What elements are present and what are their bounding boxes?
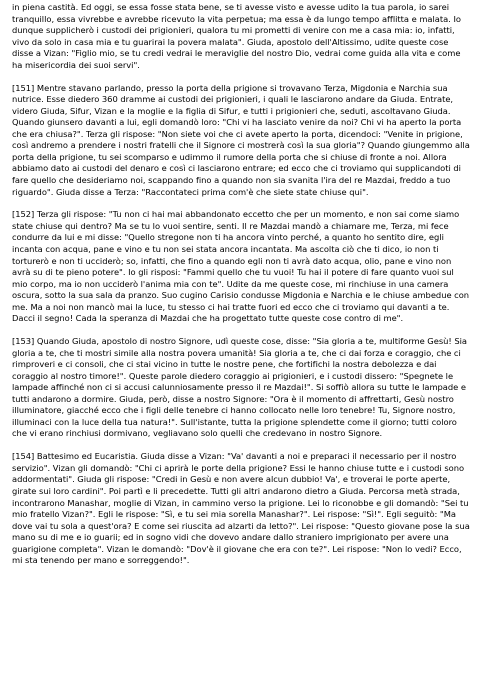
paragraph-152 [12, 209, 470, 324]
paragraph-gap [12, 198, 470, 209]
paragraph-number: [151] [12, 82, 35, 93]
paragraph-number: [153] [12, 336, 35, 347]
paragraph-gap [12, 71, 470, 82]
paragraph-number: [152] [12, 209, 35, 220]
paragraph-number: [154] [12, 451, 35, 462]
paragraph-154 [12, 451, 470, 566]
paragraph-text: Mentre stavano parlando, presso la porta della prigione si trovavano Terza, Migdonia e Narchia sua nutrice. Esse diedero 360 dramme ai custodi dei prigionieri, i quali le lasciarono andare da Giuda. Entrate, videro Giuda, Sifur, Vizan e la moglie e la figlia di Sifur, e tutti i prigionieri che, seduti, ascoltavano Giuda. Quando giunsero davanti a lui, egli domandò loro: "Chi vi ha lasciato venire da noi? Chi vi ha aperto la porta che era chiusa?". Terza gli rispose: "Non siete voi che ci avete aperto la porta, dicendoci: "Venite in prigione, così andremo a prendere i nostri fratelli che il Signore ci mostrerà così la sua gloria"? Quando giungemmo alla porta della prigione, tu sei scomparso e udimmo il rumore della porta che si chiuse di fronte a noi. Allora abbiamo dato ai custodi del denaro e così ci lasciarono entrare; ed ecco che ci troviamo qui supplicandoti di fare quello che desideriamo noi, scappando fino a quando non sia svanita l'ira del re Mazdai, freddo a tuo riguardo". Giuda disse a Terza: "Raccontateci prima com'è che siete state chiuse qui". [12, 82, 470, 197]
paragraph-gap [12, 440, 470, 451]
paragraph-text: Quando Giuda, apostolo di nostro Signore, udì queste cose, disse: "Sia gloria a te, multiforme Gesù! Sia gloria a te, che ti mostri simile alla nostra povera umanità! Sia gloria a te, che ci dai forza e coraggio, che ci rimproveri e ci consoli, che ci stai vicino in tutte le nostre pene, che fortifichi la nostra debolezza e dai coraggio al nostro timore!". Queste parole diedero coraggio ai prigionieri, e i custodi dissero: "Spegnete le lampade affinché non ci si accusi calunniosamente presso il re Mazdai!". Si soffiò allora su tutte le lampade e tutti andarono a dormire. Giuda, però, disse a nostro Signore: "Ora è il momento di affrettarti, Gesù nostro illuminatore, giacché ecco che i figli delle tenebre ci hanno collocato nelle loro tenebre! Tu, Signore nostro, illuminaci con la luce della tua natura!". Sull'istante, tutta la prigione splendette come il giorno; tutti coloro che vi erano rinchiusi dormivano, vegliavano solo quelli che credevano in nostro Signore. [12, 336, 467, 439]
paragraph-continuation [12, 2, 470, 71]
paragraph-gap [12, 325, 470, 336]
paragraph-151 [12, 83, 470, 198]
paragraph-text: Terza gli rispose: "Tu non ci hai mai abbandonato eccetto che per un momento, e non sai come siamo state chiuse qui dentro? Ma se tu lo vuoi sentire, senti. Il re Mazdai mandò a chiamare me, Terza, mi fece condurre da lui e mi disse: "Quello stregone non ti ha ancora vinto perché, a quanto ho sentito dire, egli incanta con acqua, pane e vino e tu non sei stata ancora incantata. Ma ascolta ciò che ti dico, io non ti torturerò e non ti ucciderò; so, infatti, che fino a quando egli non ti avrà dato acqua, olio, pane e vino non avrà su di te pieno potere". Io gli risposi: "Fammi quello che tu vuoi! Tu hai il potere di fare quanto vuoi sul mio corpo, ma io non ucciderò l'anima mia con te". Udite da me queste cose, mi rinchiuse in una camera oscura, sotto la sua sala da pranzo. Suo cugino Carisio condusse Migdonia e Narchia e le chiuse ambedue con me. Ma a noi non mancò mai la luce, tu stesso ci hai tratte fuori ed ecco che ci troviamo qui davanti a te. Dacci il segno! Cada la speranza di Mazdai che ha progettato tutte queste cose contro di me". [12, 209, 470, 324]
paragraph-153 [12, 336, 470, 440]
paragraph-text: in piena castità. Ed oggi, se essa fosse stata bene, se ti avesse visto e avesse udito la tua parola, io sarei tranquillo, essa vivrebbe e avrebbe ricevuto la vita perpetua; ma essa è da lungo tempo afflitta e malata. Io dunque supplicherò i custodi dei prigionieri, qualora tu mi prometti di venire con me a casa mia: io, infatti, vivo da solo in casa mia e tu guarirai la povera malata". Giuda, apostolo dell'Altissimo, udite queste cose disse a Vizan: "Figlio mio, se tu credi vedrai le meraviglie del nostro Dio, vedrai come guida alla vita e come ha misericordia dei suoi servi". [12, 2, 461, 70]
paragraph-text: Battesimo ed Eucaristia. Giuda disse a Vizan: "Va' davanti a noi e preparaci il necessario per il nostro servizio". Vizan gli domandò: "Chi ci aprirà le porte della prigione? Essi le hanno chiuse tutte e i custodi sono addormentati". Giuda gli rispose: "Credi in Gesù e non avere alcun dubbio! Va', e troverai le porte aperte, girate sui loro cardini". Poi partì e li precedette. Tutti gli altri andarono dietro a Giuda. Percorsa metà strada, incontrarono Manashar, moglie di Vizan, in cammino verso la prigione. Lei lo riconobbe e gli domandò: "Sei tu mio fratello Vizan?". Egli le rispose: "Sì, e tu sei mia sorella Manashar?". Lei rispose: "Sì!". Egli seguitò: "Ma dove vai tu sola a quest'ora? E come sei riuscita ad alzarti da letto?". Lei rispose: "Questo giovane pose la sua mano su di me e io guarii; ed in sogno vidi che dovevo andare dallo straniero imprigionato per avere una guarigione completa". Vizan le domandò: "Dov'è il giovane che era con te?". Lei rispose: "Non lo vedi? Ecco, mi sta tenendo per mano e sorreggendo!". [12, 451, 470, 566]
